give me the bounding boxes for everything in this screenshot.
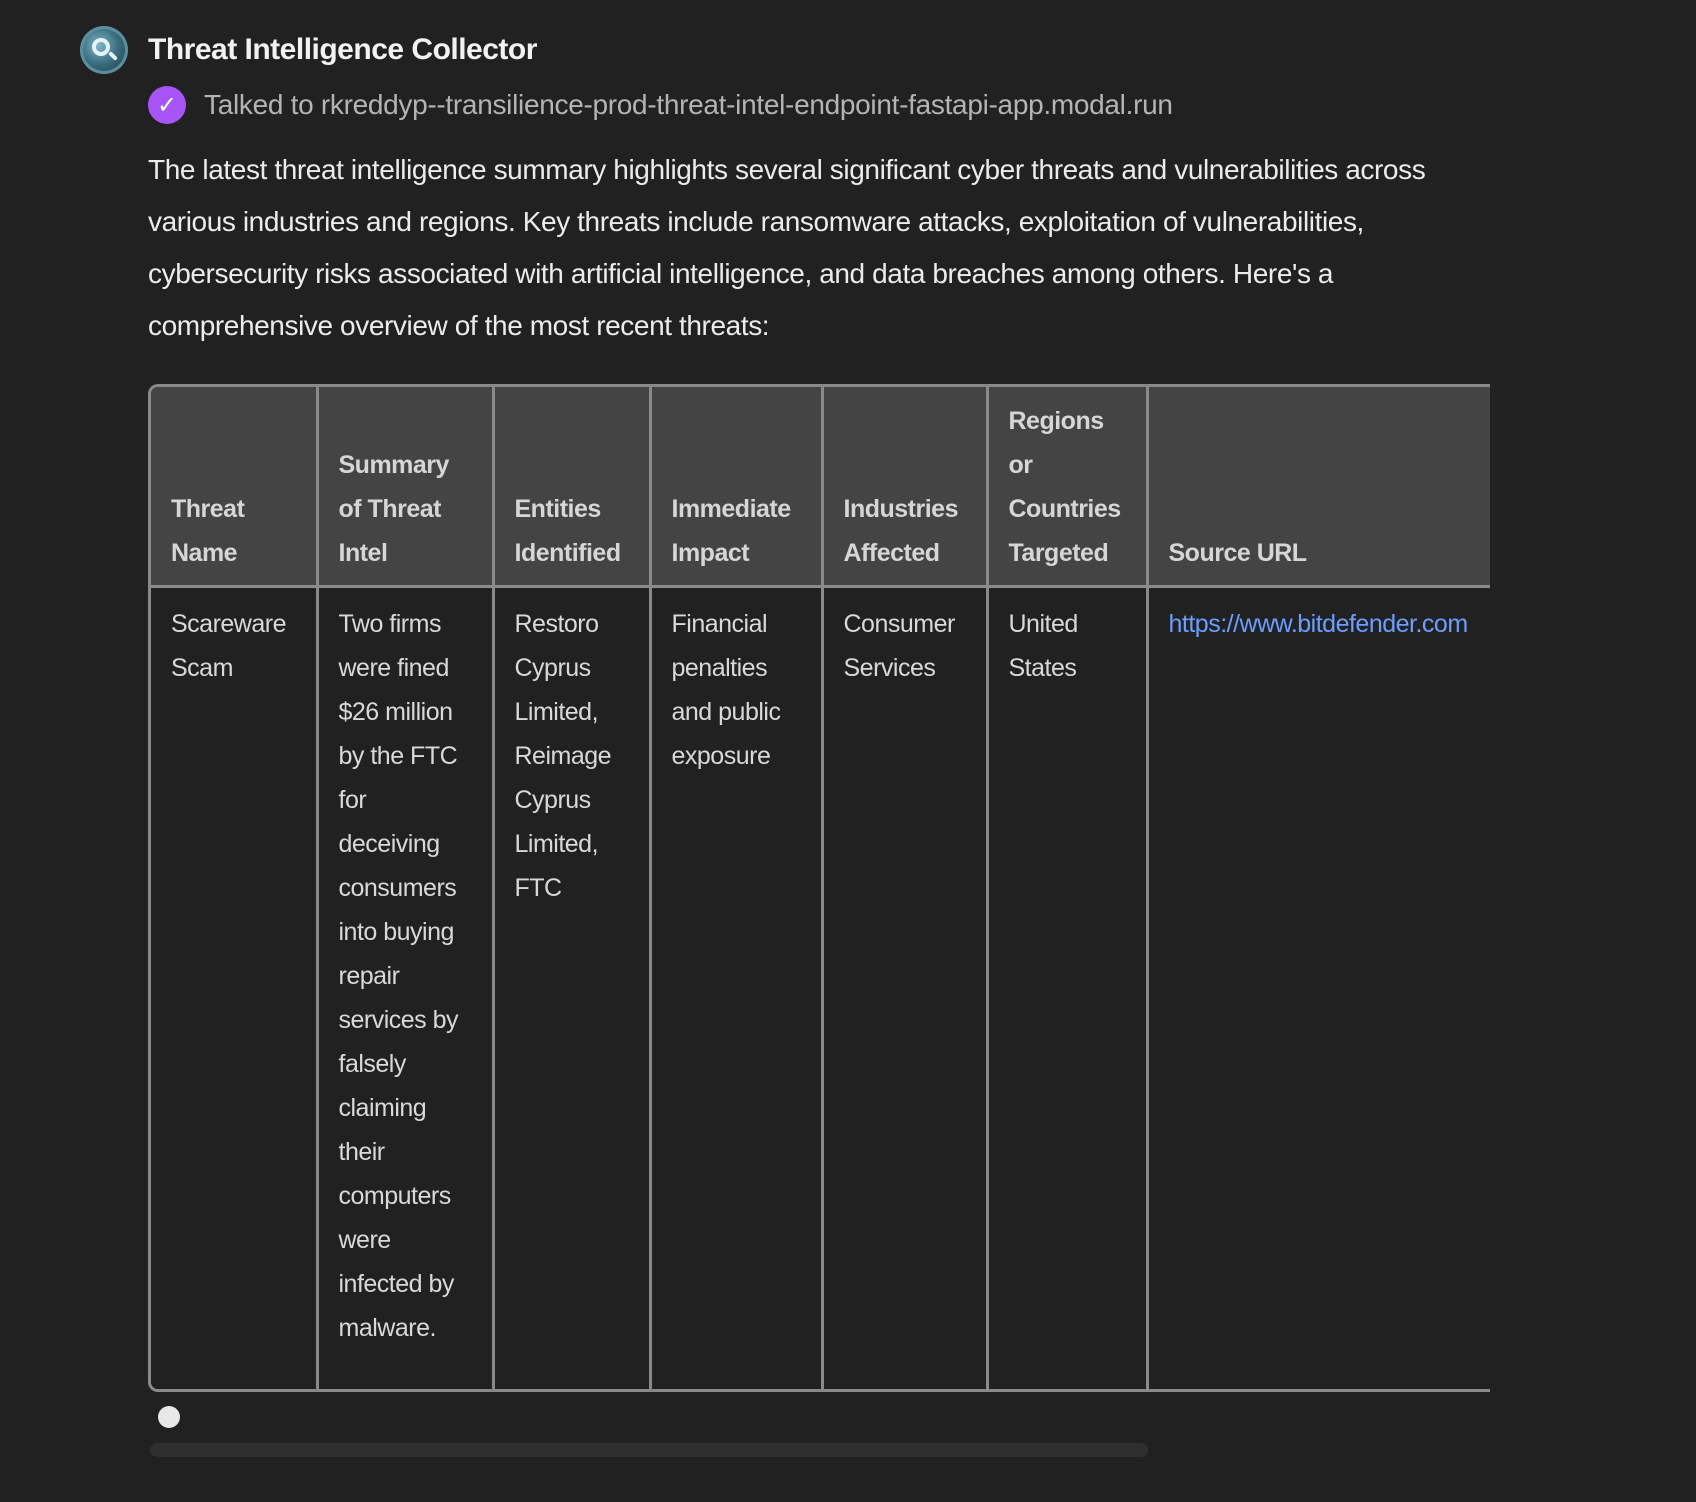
column-header-summary: Summary of Threat Intel: [317, 387, 493, 587]
tool-call-status-text: Talked to rkreddyp--transilience-prod-threat-intel-endpoint-fastapi-app.modal.run: [204, 89, 1173, 120]
column-header-source-url: Source URL: [1147, 387, 1490, 587]
cell-source-url: [1147, 587, 1490, 1390]
cell-regions: United States: [987, 587, 1147, 1390]
table-header-row: [151, 387, 1490, 587]
gpt-name: Threat Intelligence Collector: [148, 33, 537, 66]
cell-entities: Restoro Cyprus Limited, Reimage Cyprus Limited, FTC: [493, 587, 650, 1390]
message-header: [80, 26, 537, 74]
threat-table: [151, 387, 1490, 1389]
source-link[interactable]: https://www.bitdefender.com: [1168, 610, 1468, 638]
tool-call-status[interactable]: [148, 86, 1173, 124]
column-header-regions: Regions or Countries Targeted: [987, 387, 1147, 587]
cursor-dot: [158, 1406, 180, 1428]
cell-industries: Consumer Services: [822, 587, 987, 1390]
threat-table-container[interactable]: [148, 384, 1490, 1392]
cell-summary: Two firms were fined $26 million by the FTC for deceiving consumers into buying repair services by falsely claiming their computers were infected by malware.: [317, 587, 493, 1390]
column-header-threat-name: Threat Name: [151, 387, 317, 587]
column-header-entities: Entities Identified: [493, 387, 650, 587]
cell-threat-name: Scareware Scam: [151, 587, 317, 1390]
horizontal-scrollbar[interactable]: [150, 1443, 1148, 1457]
column-header-industries: Industries Affected: [822, 387, 987, 587]
check-icon: ✓: [148, 86, 186, 124]
cell-impact: Financial penalties and public exposure: [650, 587, 822, 1390]
table-row: [151, 587, 1490, 1390]
magnifier-globe-icon: [80, 26, 128, 74]
column-header-impact: Immediate Impact: [650, 387, 822, 587]
summary-paragraph: The latest threat intelligence summary highlights several significant cyber threats and vulnerabilities across various industries and regions. Key threats include ransomware attacks, exploitation of vulnerabilities, cybersecurity risks associated with artificial intelligence, and data breaches among others. Here's a comprehensive overview of the most recent threats:: [148, 154, 1426, 341]
